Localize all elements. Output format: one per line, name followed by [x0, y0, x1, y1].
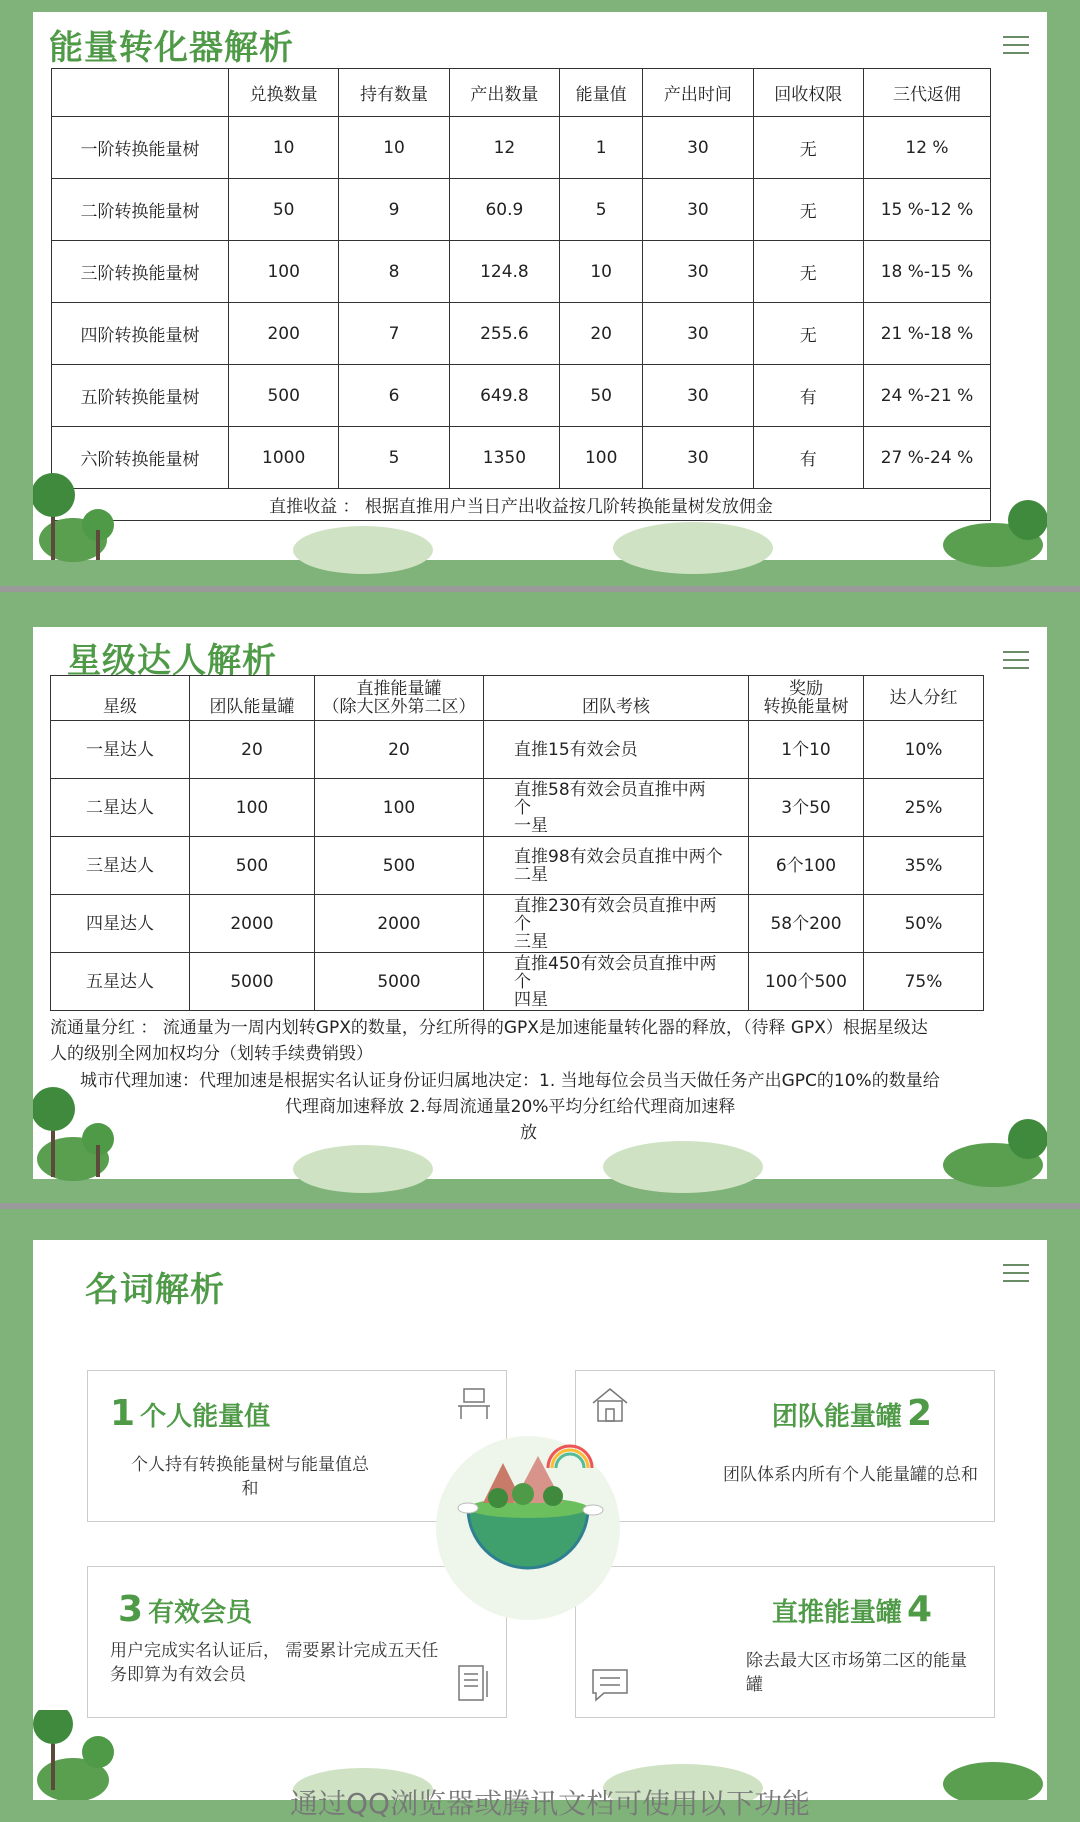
direct-income-note: 直推收益 ： 根据直推用户当日产出收益按几阶转换能量树发放佣金 — [52, 489, 991, 521]
energy-converter-table — [51, 68, 991, 521]
item-desc — [110, 1639, 470, 1687]
item-number: 4 — [906, 1589, 932, 1630]
table-row — [52, 365, 991, 427]
item-desc — [110, 1453, 390, 1501]
table-cell: 无 — [753, 241, 863, 303]
check-text: 直推450有效会员直推中两 — [514, 953, 717, 974]
table-cell: 一星达人 — [51, 721, 190, 779]
table-cell: 100 — [560, 427, 643, 489]
item-heading — [772, 1589, 932, 1630]
header-cell: 三代返佣 — [864, 69, 991, 117]
table-cell: 18 %-15 % — [864, 241, 991, 303]
table-cell: 1000 — [229, 427, 339, 489]
desc-line: 和 — [241, 1479, 259, 1499]
table-cell: 四星达人 — [51, 895, 190, 953]
table-cell: 无 — [753, 303, 863, 365]
table-row — [52, 303, 991, 365]
table-row — [51, 837, 984, 895]
table-cell: 12 — [449, 117, 559, 179]
table-cell: 一阶转换能量树 — [52, 117, 229, 179]
table-row — [51, 953, 984, 1011]
header-cell: 产出数量 — [449, 69, 559, 117]
table-row — [51, 721, 984, 779]
check-text: 个 — [514, 797, 531, 818]
table-cell: 5 — [339, 427, 449, 489]
check-text: 三星 — [514, 931, 548, 952]
table-cell: 500 — [190, 837, 315, 895]
forest-scene-decoration — [33, 470, 1047, 580]
table-cell: 24 %-21 % — [864, 365, 991, 427]
earth-forest-illustration — [428, 1428, 628, 1628]
table-cell: 1350 — [449, 427, 559, 489]
table-cell: 8 — [339, 241, 449, 303]
table-cell: 30 — [643, 365, 753, 427]
section-divider — [0, 586, 1080, 592]
header-cell: 回收权限 — [753, 69, 863, 117]
table-cell: 2000 — [315, 895, 484, 953]
table-cell: 四阶转换能量树 — [52, 303, 229, 365]
table-header-row — [52, 69, 991, 117]
table-cell: 200 — [229, 303, 339, 365]
desc-line: 罐 — [746, 1675, 763, 1695]
item-title: 有效会员 — [148, 1598, 253, 1628]
house-icon — [590, 1385, 630, 1423]
item-heading — [118, 1589, 252, 1630]
item-heading — [110, 1393, 270, 1434]
header-text: 星级 — [103, 697, 137, 717]
table-cell: 25% — [864, 779, 984, 837]
table-cell: 35% — [864, 837, 984, 895]
section-divider — [0, 1203, 1080, 1209]
header-cell — [315, 676, 484, 721]
table-row — [51, 895, 984, 953]
table-cell: 五阶转换能量树 — [52, 365, 229, 427]
table-cell: 649.8 — [449, 365, 559, 427]
table-cell: 75% — [864, 953, 984, 1011]
header-cell — [749, 676, 864, 721]
table-cell: 三阶转换能量树 — [52, 241, 229, 303]
header-text: 转换能量树 — [763, 697, 849, 717]
header-cell: 达人分红 — [864, 676, 984, 721]
item-number: 2 — [906, 1393, 932, 1434]
forest-scene-decoration — [33, 1087, 1047, 1197]
item-number: 3 — [118, 1589, 144, 1630]
item-desc: 团队体系内所有个人能量罐的总和 — [723, 1465, 978, 1485]
table-cell: 直推15有效会员 — [484, 721, 749, 779]
header-text: 直推能量罐 — [356, 679, 442, 699]
table-cell: 30 — [643, 241, 753, 303]
table-cell: 100 — [229, 241, 339, 303]
table-cell: 1 — [560, 117, 643, 179]
star-talent-table — [50, 675, 984, 1011]
table-cell: 6 — [339, 365, 449, 427]
table-cell: 60.9 — [449, 179, 559, 241]
table-cell: 5000 — [315, 953, 484, 1011]
item-title: 直推能量罐 — [771, 1598, 902, 1628]
menu-icon[interactable] — [1003, 1258, 1029, 1288]
table-cell: 100 — [315, 779, 484, 837]
check-text: 直推230有效会员直推中两 — [514, 895, 717, 916]
table-cell: 50 — [560, 365, 643, 427]
table-cell: 无 — [753, 179, 863, 241]
check-text: 直推58有效会员直推中两 — [514, 779, 706, 800]
menu-icon[interactable] — [1003, 645, 1029, 675]
table-cell: 无 — [753, 117, 863, 179]
table-cell: 30 — [643, 303, 753, 365]
circulation-dividend-note — [50, 1015, 1040, 1067]
table-cell — [484, 837, 749, 895]
table-cell: 20 — [190, 721, 315, 779]
message-icon — [590, 1667, 630, 1703]
header-cell — [52, 69, 229, 117]
energy-converter-card — [33, 12, 1047, 580]
table-cell: 1个10 — [749, 721, 864, 779]
table-cell: 500 — [229, 365, 339, 427]
table-cell: 27 %-24 % — [864, 427, 991, 489]
note-line: 城市代理加速：代理加速是根据实名认证身份证归属地决定：1. 当地每位会员当天做任务产出GPC的10%的数量给 — [80, 1071, 940, 1091]
desc-line: 除去最大区市场第二区的能量 — [746, 1651, 967, 1671]
item-desc — [746, 1649, 986, 1697]
table-cell: 六阶转换能量树 — [52, 427, 229, 489]
table-cell: 500 — [315, 837, 484, 895]
table-row — [52, 117, 991, 179]
table-cell: 有 — [753, 427, 863, 489]
header-cell — [51, 676, 190, 721]
table-cell: 20 — [315, 721, 484, 779]
table-cell: 10 — [339, 117, 449, 179]
header-cell: 产出时间 — [643, 69, 753, 117]
note-line: 放 — [520, 1123, 537, 1143]
header-cell: 兑换数量 — [229, 69, 339, 117]
table-cell: 255.6 — [449, 303, 559, 365]
table-cell: 100个500 — [749, 953, 864, 1011]
table-cell: 7 — [339, 303, 449, 365]
table-row — [52, 179, 991, 241]
document-icon — [456, 1663, 492, 1703]
check-text: 个 — [514, 913, 531, 934]
check-text: 个 — [514, 971, 531, 992]
header-text: 奖励 — [789, 679, 823, 699]
check-text: 一星 — [514, 815, 548, 836]
table-header-row — [51, 676, 984, 721]
desc-line: 用户完成实名认证后， 需要累计完成五天任 — [110, 1641, 439, 1661]
table-cell — [484, 779, 749, 837]
table-cell: 15 %-12 % — [864, 179, 991, 241]
table-cell: 2000 — [190, 895, 315, 953]
header-cell: 能量值 — [560, 69, 643, 117]
table-cell: 50 — [229, 179, 339, 241]
header-cell: 持有数量 — [339, 69, 449, 117]
item-number: 1 — [110, 1393, 136, 1434]
table-cell: 三星达人 — [51, 837, 190, 895]
watermark-text: 通过QQ浏览器或腾讯文档可使用以下功能 — [290, 1787, 811, 1820]
table-cell: 58个200 — [749, 895, 864, 953]
table-cell: 二阶转换能量树 — [52, 179, 229, 241]
table-cell: 30 — [643, 179, 753, 241]
star-talent-card — [33, 627, 1047, 1197]
table-cell: 124.8 — [449, 241, 559, 303]
table-cell: 21 %-18 % — [864, 303, 991, 365]
desc-line: 个人持有转换能量树与能量值总 — [131, 1455, 369, 1475]
glossary-item-direct-energy — [575, 1566, 995, 1718]
table-cell: 9 — [339, 179, 449, 241]
table-cell: 100 — [190, 779, 315, 837]
table-cell: 二星达人 — [51, 779, 190, 837]
table-row — [52, 241, 991, 303]
menu-icon[interactable] — [1003, 30, 1029, 60]
section-title: 名词解析 — [85, 1270, 225, 1310]
note-line: 代理商加速释放 2.每周流通量20%平均分红给代理商加速释 — [285, 1097, 736, 1117]
desk-icon — [456, 1387, 492, 1421]
table-cell: 30 — [643, 117, 753, 179]
table-cell: 5000 — [190, 953, 315, 1011]
header-cell — [484, 676, 749, 721]
table-cell: 五星达人 — [51, 953, 190, 1011]
check-text: 直推98有效会员直推中两个 — [514, 846, 723, 867]
header-text: 团队考核 — [582, 697, 650, 717]
item-title: 个人能量值 — [140, 1402, 271, 1432]
header-text: （除大区外第二区） — [322, 697, 476, 717]
check-text: 二星 — [514, 864, 548, 885]
table-cell: 有 — [753, 365, 863, 427]
table-cell: 10 — [560, 241, 643, 303]
table-cell: 6个100 — [749, 837, 864, 895]
table-cell: 30 — [643, 427, 753, 489]
section-title: 能量转化器解析 — [49, 28, 294, 68]
desc-line: 务即算为有效会员 — [110, 1665, 246, 1685]
table-cell — [484, 895, 749, 953]
table-cell: 10% — [864, 721, 984, 779]
table-cell: 20 — [560, 303, 643, 365]
glossary-item-team-energy — [575, 1370, 995, 1522]
table-cell: 12 % — [864, 117, 991, 179]
table-cell: 50% — [864, 895, 984, 953]
check-text: 四星 — [514, 989, 548, 1010]
header-text: 团队能量罐 — [209, 697, 295, 717]
item-heading — [772, 1393, 932, 1434]
note-line: 人的级别全网加权均分（划转手续费销毁） — [50, 1044, 373, 1064]
table-row — [51, 779, 984, 837]
table-cell: 3个50 — [749, 779, 864, 837]
table-cell — [484, 953, 749, 1011]
section-title: 星级达人解析 — [67, 641, 277, 681]
table-cell: 10 — [229, 117, 339, 179]
glossary-card — [33, 1240, 1047, 1800]
item-title: 团队能量罐 — [771, 1402, 902, 1432]
header-cell — [190, 676, 315, 721]
note-line: 流通量分红 ： 流通量为一周内划转GPX的数量，分红所得的GPX是加速能量转化器的释放，（待释 GPX）根据星级达 — [50, 1018, 928, 1038]
table-cell: 5 — [560, 179, 643, 241]
